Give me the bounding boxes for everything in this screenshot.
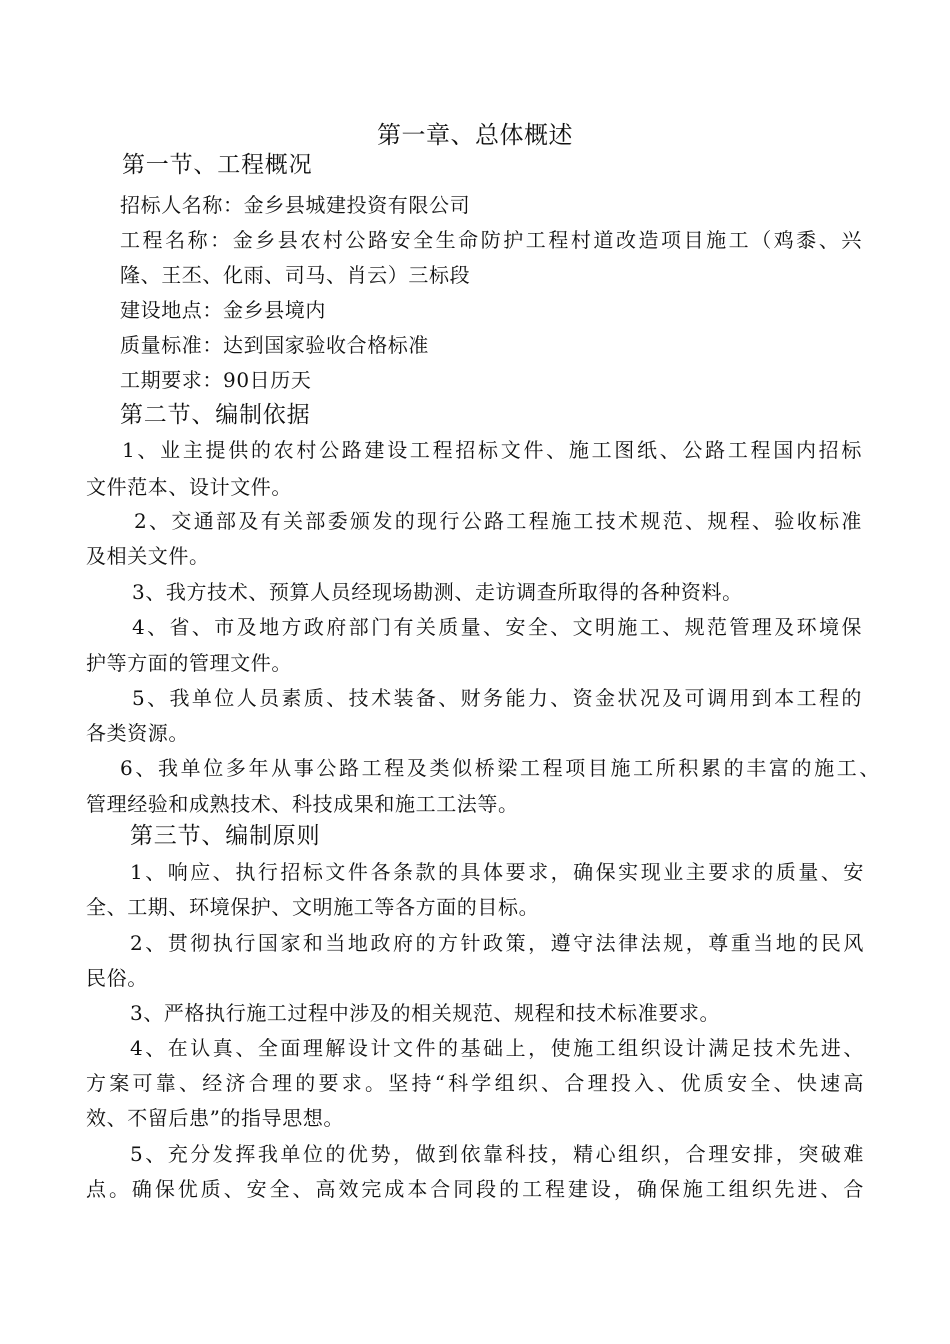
basis-item-4-line-2: 护等方面的管理文件。 bbox=[86, 651, 292, 675]
basis-item-2-line-1: 2、交通部及有关部委颁发的现行公路工程施工技术规范、规程、验收标准 bbox=[134, 509, 862, 533]
principle-item-2-line-2: 民俗。 bbox=[86, 966, 148, 990]
basis-item-1-line-2: 文件范本、设计文件。 bbox=[86, 475, 292, 499]
basis-item-5-line-2: 各类资源。 bbox=[86, 721, 189, 745]
principle-item-1-line-2: 全、工期、环境保护、文明施工等各方面的目标。 bbox=[86, 895, 540, 919]
chapter-title: 第一章、总体概述 bbox=[377, 121, 573, 149]
duration-line: 工期要求：90日历天 bbox=[120, 368, 312, 392]
tenderer-line: 招标人名称：金乡县城建投资有限公司 bbox=[120, 193, 471, 217]
basis-item-4-line-1: 4、省、市及地方政府部门有关质量、安全、文明施工、规范管理及环境保 bbox=[132, 615, 862, 639]
project-name-line-1: 工程名称：金乡县农村公路安全生命防护工程村道改造项目施工（鸡黍、兴 bbox=[120, 228, 862, 252]
principle-item-4-line-2: 方案可靠、经济合理的要求。坚持“科学组织、合理投入、优质安全、快速高 bbox=[86, 1071, 864, 1095]
basis-item-6-line-2: 管理经验和成熟技术、科技成果和施工工法等。 bbox=[86, 792, 519, 816]
section-heading-principles: 第三节、编制原则 bbox=[130, 823, 321, 849]
principle-item-4-line-3: 效、不留后患”的指导思想。 bbox=[86, 1106, 345, 1130]
project-name-line-2: 隆、王丕、化雨、司马、肖云）三标段 bbox=[120, 263, 471, 287]
principle-item-5-line-2: 点。确保优质、安全、高效完成本合同段的工程建设，确保施工组织先进、合 bbox=[86, 1177, 864, 1201]
principle-item-2-line-1: 2、贯彻执行国家和当地政府的方针政策，遵守法律法规，尊重当地的民风 bbox=[130, 931, 864, 955]
principle-item-4-line-1: 4、在认真、全面理解设计文件的基础上，使施工组织设计满足技术先进、 bbox=[130, 1036, 864, 1060]
basis-item-2-line-2: 及相关文件。 bbox=[86, 544, 210, 568]
principle-item-3-line-1: 3、严格执行施工过程中涉及的相关规范、规程和技术标准要求。 bbox=[130, 1001, 721, 1025]
principle-item-1-line-1: 1、响应、执行招标文件各条款的具体要求，确保实现业主要求的质量、安 bbox=[130, 860, 864, 884]
principle-item-5-line-1: 5、充分发挥我单位的优势，做到依靠科技，精心组织，合理安排，突破难 bbox=[130, 1142, 864, 1166]
basis-item-5-line-1: 5、我单位人员素质、技术装备、财务能力、资金状况及可调用到本工程的 bbox=[132, 686, 862, 710]
basis-item-6-line-1: 6、我单位多年从事公路工程及类似桥梁工程项目施工所积累的丰富的施工、 bbox=[120, 756, 880, 780]
basis-item-1-line-1: 1、业主提供的农村公路建设工程招标文件、施工图纸、公路工程国内招标 bbox=[122, 438, 862, 462]
location-line: 建设地点：金乡县境内 bbox=[120, 298, 326, 322]
section-heading-overview: 第一节、工程概况 bbox=[122, 152, 313, 178]
basis-item-3-line-1: 3、我方技术、预算人员经现场勘测、走访调查所取得的各种资料。 bbox=[132, 580, 743, 604]
quality-line: 质量标准：达到国家验收合格标准 bbox=[120, 333, 429, 357]
section-heading-basis: 第二节、编制依据 bbox=[120, 402, 311, 428]
